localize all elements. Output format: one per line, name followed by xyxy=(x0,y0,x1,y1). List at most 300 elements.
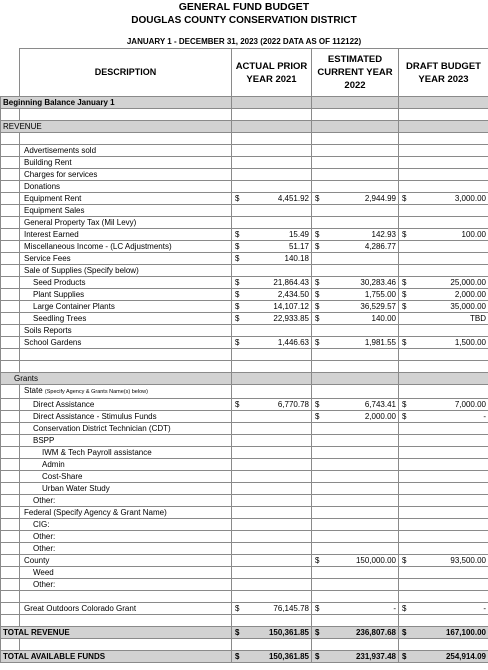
draft-budget-year-value xyxy=(399,265,488,277)
actual-prior-year-value xyxy=(232,313,312,325)
amount-value: 150,361.85 xyxy=(268,628,309,637)
actual-prior-year-value xyxy=(232,447,312,459)
line-item-name: Interest Earned xyxy=(24,230,79,239)
estimated-current-year-value xyxy=(312,459,399,471)
actual-prior-year-value xyxy=(232,229,312,241)
amount-value: 4,451.92 xyxy=(277,194,309,203)
line-item-row xyxy=(1,385,488,399)
estimated-current-year-value xyxy=(312,579,399,591)
estimated-current-year-value xyxy=(312,543,399,555)
line-item-label xyxy=(20,157,232,169)
line-item-name: IWM & Tech Payroll assistance xyxy=(42,448,152,457)
grants-heading-row xyxy=(1,373,488,385)
actual-prior-year-value xyxy=(232,495,312,507)
line-item-label xyxy=(20,471,232,483)
draft-budget-year-value xyxy=(399,193,488,205)
line-item-label xyxy=(20,337,232,349)
currency-symbol: $ xyxy=(315,194,320,203)
draft-budget-year-value xyxy=(399,157,488,169)
estimated-current-year-value xyxy=(312,217,399,229)
actual-prior-year-header: ACTUAL PRIOR YEAR 2021 xyxy=(232,49,312,97)
line-item-name: Other: xyxy=(33,532,56,541)
column-header-row xyxy=(1,49,488,97)
currency-symbol: $ xyxy=(315,290,320,299)
line-item-name: Donations xyxy=(24,182,61,191)
amount-value: - xyxy=(393,604,396,613)
line-item-label xyxy=(20,205,232,217)
total-revenue-row xyxy=(1,627,488,639)
estimated-current-year-value xyxy=(312,423,399,435)
draft-budget-year-value xyxy=(399,627,488,639)
line-item-name: General Property Tax (Mil Levy) xyxy=(24,218,137,227)
line-item-label xyxy=(20,603,232,615)
actual-prior-year-value xyxy=(232,579,312,591)
actual-prior-year-value xyxy=(232,423,312,435)
currency-symbol: $ xyxy=(402,652,407,661)
currency-symbol: $ xyxy=(315,604,320,613)
estimated-current-year-value xyxy=(312,411,399,423)
draft-budget-year-value xyxy=(399,313,488,325)
amount-value: 15.49 xyxy=(288,230,309,239)
amount-value: 150,361.85 xyxy=(268,652,309,661)
amount-value: 6,743.41 xyxy=(364,400,396,409)
budget-period: JANUARY 1 - DECEMBER 31, 2023 (2022 DATA AS OF 112122) xyxy=(126,37,362,46)
draft-budget-year-value xyxy=(399,651,488,663)
currency-symbol: $ xyxy=(235,278,240,287)
estimated-current-year-value xyxy=(312,385,399,399)
line-item-label xyxy=(20,289,232,301)
actual-prior-year-value xyxy=(232,241,312,253)
currency-symbol: $ xyxy=(315,556,320,565)
amount-value: 231,937.48 xyxy=(355,652,396,661)
draft-budget-year-value xyxy=(399,301,488,313)
currency-symbol: $ xyxy=(402,556,407,565)
line-item-label xyxy=(20,385,232,399)
line-item-label xyxy=(20,519,232,531)
line-item-row xyxy=(1,447,488,459)
actual-prior-year-value xyxy=(232,543,312,555)
line-item-name: Other: xyxy=(33,496,56,505)
estimated-current-year-value xyxy=(312,157,399,169)
line-item-name: Miscellaneous Income - (LC Adjustments) xyxy=(24,242,172,251)
currency-symbol: $ xyxy=(402,412,407,421)
amount-value: 7,000.00 xyxy=(454,400,486,409)
beginning-balance-row xyxy=(1,97,488,109)
draft-budget-year-value xyxy=(399,325,488,337)
line-item-name: Equipment Sales xyxy=(24,206,85,215)
estimated-current-year-value xyxy=(312,181,399,193)
line-item-name: Plant Supplies xyxy=(33,290,85,299)
draft-budget-year-value xyxy=(399,385,488,399)
line-item-label xyxy=(20,325,232,337)
estimated-current-year-value xyxy=(312,471,399,483)
line-item-label xyxy=(20,531,232,543)
estimated-current-year-value xyxy=(312,627,399,639)
amount-value: 93,500.00 xyxy=(450,556,486,565)
amount-value: 1,755.00 xyxy=(364,290,396,299)
line-item-row xyxy=(1,567,488,579)
total-available-funds-row xyxy=(1,651,488,663)
draft-budget-year-value xyxy=(399,411,488,423)
line-item-name: Direct Assistance - Stimulus Funds xyxy=(33,412,157,421)
amount-value: 150,000.00 xyxy=(355,556,396,565)
draft-budget-year-value xyxy=(399,579,488,591)
line-item-row xyxy=(1,411,488,423)
amount-value: 14,107.12 xyxy=(273,302,309,311)
amount-value: 22,933.85 xyxy=(273,314,309,323)
line-item-name: School Gardens xyxy=(24,338,82,347)
currency-symbol: $ xyxy=(402,400,407,409)
draft-budget-year-value xyxy=(399,169,488,181)
amount-value: 4,286.77 xyxy=(364,242,396,251)
line-item-name: County xyxy=(24,556,50,565)
line-item-name: Large Container Plants xyxy=(33,302,115,311)
line-item-label xyxy=(20,555,232,567)
estimated-current-year-value xyxy=(312,193,399,205)
actual-prior-year-value xyxy=(232,567,312,579)
amount-value: 36,529.57 xyxy=(360,302,396,311)
line-item-row xyxy=(1,301,488,313)
line-item-name: Other: xyxy=(33,580,56,589)
amount-value: - xyxy=(483,412,486,421)
actual-prior-year-value xyxy=(232,325,312,337)
line-item-name: Weed xyxy=(33,568,54,577)
line-item-label xyxy=(20,181,232,193)
line-item-row xyxy=(1,205,488,217)
draft-budget-year-value xyxy=(399,205,488,217)
line-item-label xyxy=(20,579,232,591)
line-item-label xyxy=(20,411,232,423)
total-revenue: TOTAL REVENUE xyxy=(1,627,232,639)
currency-symbol: $ xyxy=(402,230,407,239)
draft-budget-year-value xyxy=(399,519,488,531)
currency-symbol: $ xyxy=(402,194,407,203)
line-item-row xyxy=(1,277,488,289)
line-item-row xyxy=(1,459,488,471)
currency-symbol: $ xyxy=(235,628,240,637)
draft-budget-year-value xyxy=(399,181,488,193)
actual-prior-year-value xyxy=(232,337,312,349)
line-item-row xyxy=(1,603,488,615)
amount-value: 51.17 xyxy=(288,242,309,251)
line-item-row xyxy=(1,313,488,325)
draft-budget-year-value xyxy=(399,399,488,411)
total-available-funds: TOTAL AVAILABLE FUNDS xyxy=(1,651,232,663)
line-item-name: Building Rent xyxy=(24,158,72,167)
line-item-name: Direct Assistance xyxy=(33,400,95,409)
draft-budget-year-value xyxy=(399,217,488,229)
line-item-label xyxy=(20,193,232,205)
line-item-row xyxy=(1,217,488,229)
estimated-current-year-value xyxy=(312,567,399,579)
amount-value: 25,000.00 xyxy=(450,278,486,287)
currency-symbol: $ xyxy=(402,278,407,287)
line-item-row xyxy=(1,145,488,157)
line-item-label xyxy=(20,435,232,447)
draft-budget-year-value xyxy=(399,531,488,543)
line-item-row xyxy=(1,471,488,483)
estimated-current-year-value xyxy=(312,495,399,507)
beginning-balance: Beginning Balance January 1 xyxy=(1,97,232,109)
draft-budget-year-value xyxy=(399,483,488,495)
actual-prior-year-value xyxy=(232,205,312,217)
line-item-name: Sale of Supplies (Specify below) xyxy=(24,266,139,275)
line-item-row xyxy=(1,423,488,435)
estimated-current-year-value xyxy=(312,325,399,337)
line-item-name: Admin xyxy=(42,460,65,469)
currency-symbol: $ xyxy=(402,338,407,347)
actual-prior-year-value xyxy=(232,411,312,423)
line-item-name: Seed Products xyxy=(33,278,86,287)
amount-value: 1,500.00 xyxy=(454,338,486,347)
estimated-current-year-value xyxy=(312,277,399,289)
line-item-row xyxy=(1,241,488,253)
actual-prior-year-value xyxy=(232,385,312,399)
line-item-row xyxy=(1,555,488,567)
grants-heading: Grants xyxy=(1,373,232,385)
line-item-label xyxy=(20,423,232,435)
amount-value: 2,434.50 xyxy=(277,290,309,299)
currency-symbol: $ xyxy=(235,314,240,323)
blank-row xyxy=(1,615,488,627)
line-item-label xyxy=(20,145,232,157)
actual-prior-year-value xyxy=(232,555,312,567)
estimated-current-year-value xyxy=(312,229,399,241)
estimated-current-year-value xyxy=(312,555,399,567)
estimated-current-year-value xyxy=(312,145,399,157)
estimated-current-year-value xyxy=(312,169,399,181)
actual-prior-year-value xyxy=(232,531,312,543)
line-item-row xyxy=(1,253,488,265)
blank-row xyxy=(1,639,488,651)
draft-budget-year-value xyxy=(399,603,488,615)
actual-prior-year-value xyxy=(232,277,312,289)
actual-prior-year-value xyxy=(232,217,312,229)
blank-row xyxy=(1,109,488,121)
line-item-name: Soils Reports xyxy=(24,326,72,335)
estimated-current-year-value xyxy=(312,519,399,531)
line-item-label xyxy=(20,253,232,265)
currency-symbol: $ xyxy=(315,400,320,409)
currency-symbol: $ xyxy=(402,604,407,613)
draft-budget-year-value xyxy=(399,423,488,435)
draft-budget-year-value xyxy=(399,459,488,471)
amount-value: 3,000.00 xyxy=(454,194,486,203)
line-item-label xyxy=(20,447,232,459)
draft-budget-year-value xyxy=(399,277,488,289)
estimated-current-year-value xyxy=(312,97,399,109)
estimated-current-year-value xyxy=(312,483,399,495)
estimated-current-year-value xyxy=(312,447,399,459)
blank-row xyxy=(1,133,488,145)
actual-prior-year-value xyxy=(232,471,312,483)
estimated-current-year-value xyxy=(312,241,399,253)
line-item-label xyxy=(20,567,232,579)
currency-symbol: $ xyxy=(235,338,240,347)
line-item-label xyxy=(20,301,232,313)
amount-value: 2,000.00 xyxy=(364,412,396,421)
actual-prior-year-value xyxy=(232,301,312,313)
actual-prior-year-value xyxy=(232,181,312,193)
actual-prior-year-value xyxy=(232,399,312,411)
estimated-current-year-value xyxy=(312,289,399,301)
amount-value: 140.00 xyxy=(371,314,396,323)
currency-symbol: $ xyxy=(235,230,240,239)
amount-value: 142.93 xyxy=(371,230,396,239)
estimated-current-year-value xyxy=(312,651,399,663)
line-item-row xyxy=(1,169,488,181)
currency-symbol: $ xyxy=(315,302,320,311)
line-item-label xyxy=(20,265,232,277)
actual-prior-year-value xyxy=(232,265,312,277)
amount-value: 35,000.00 xyxy=(450,302,486,311)
currency-symbol: $ xyxy=(235,254,240,263)
actual-prior-year-value xyxy=(232,459,312,471)
line-item-name: Urban Water Study xyxy=(42,484,110,493)
actual-prior-year-value xyxy=(232,193,312,205)
line-item-row xyxy=(1,435,488,447)
draft-budget-year-value xyxy=(399,337,488,349)
line-item-row xyxy=(1,325,488,337)
line-item-row xyxy=(1,181,488,193)
line-item-name: State xyxy=(24,386,43,395)
line-item-name: Service Fees xyxy=(24,254,71,263)
revenue-heading-row xyxy=(1,121,488,133)
line-item-row xyxy=(1,519,488,531)
currency-symbol: $ xyxy=(315,628,320,637)
actual-prior-year-value xyxy=(232,253,312,265)
estimated-current-year-value xyxy=(312,603,399,615)
amount-value: 2,944.99 xyxy=(364,194,396,203)
budget-table xyxy=(0,48,488,663)
actual-prior-year-value xyxy=(232,651,312,663)
line-item-label xyxy=(20,217,232,229)
actual-prior-year-value xyxy=(232,97,312,109)
line-item-label xyxy=(20,313,232,325)
currency-symbol: $ xyxy=(315,412,320,421)
currency-symbol: $ xyxy=(235,194,240,203)
line-item-label xyxy=(20,277,232,289)
currency-symbol: $ xyxy=(235,290,240,299)
amount-value: 30,283.46 xyxy=(360,278,396,287)
blank-row xyxy=(1,361,488,373)
draft-budget-year-value xyxy=(399,471,488,483)
amount-value: 76,145.78 xyxy=(273,604,309,613)
estimated-current-year-value xyxy=(312,399,399,411)
currency-symbol: $ xyxy=(402,302,407,311)
draft-budget-year-value xyxy=(399,229,488,241)
amount-value: TBD xyxy=(470,314,486,323)
amount-value: 1,981.55 xyxy=(364,338,396,347)
draft-budget-year-value xyxy=(399,495,488,507)
draft-budget-year-value xyxy=(399,555,488,567)
currency-symbol: $ xyxy=(402,290,407,299)
estimated-current-year-header: ESTIMATED CURRENT YEAR 2022 xyxy=(312,49,399,97)
line-item-row xyxy=(1,193,488,205)
line-item-row xyxy=(1,543,488,555)
line-item-row xyxy=(1,531,488,543)
actual-prior-year-value xyxy=(232,627,312,639)
line-item-name: Conservation District Technician (CDT) xyxy=(33,424,171,433)
line-item-row xyxy=(1,495,488,507)
line-item-row xyxy=(1,229,488,241)
line-item-name: Equipment Rent xyxy=(24,194,82,203)
line-item-row xyxy=(1,337,488,349)
line-item-row xyxy=(1,157,488,169)
line-item-note: (Specify Agency & Grants Name(s) below) xyxy=(44,389,148,395)
line-item-name: CIG: xyxy=(33,520,50,529)
line-item-label xyxy=(20,169,232,181)
currency-symbol: $ xyxy=(235,652,240,661)
actual-prior-year-value xyxy=(232,145,312,157)
line-item-name: BSPP xyxy=(33,436,55,445)
line-item-row xyxy=(1,579,488,591)
amount-value: 140.18 xyxy=(284,254,309,263)
line-item-name: Federal (Specify Agency & Grant Name) xyxy=(24,508,167,517)
amount-value: 2,000.00 xyxy=(454,290,486,299)
line-item-label xyxy=(20,241,232,253)
amount-value: 167,100.00 xyxy=(445,628,486,637)
amount-value: 236,807.68 xyxy=(355,628,396,637)
line-item-name: Charges for services xyxy=(24,170,98,179)
currency-symbol: $ xyxy=(315,230,320,239)
line-item-row xyxy=(1,265,488,277)
draft-budget-year-value xyxy=(399,567,488,579)
currency-symbol: $ xyxy=(315,652,320,661)
amount-value: 1,446.63 xyxy=(277,338,309,347)
draft-budget-year-value xyxy=(399,145,488,157)
line-item-name: Advertisements sold xyxy=(24,146,97,155)
actual-prior-year-value xyxy=(232,157,312,169)
currency-symbol: $ xyxy=(235,302,240,311)
draft-budget-year-value xyxy=(399,97,488,109)
estimated-current-year-value xyxy=(312,337,399,349)
estimated-current-year-value xyxy=(312,313,399,325)
draft-budget-year-value xyxy=(399,543,488,555)
line-item-label xyxy=(20,507,232,519)
currency-symbol: $ xyxy=(315,314,320,323)
estimated-current-year-value xyxy=(312,253,399,265)
draft-budget-year-value xyxy=(399,447,488,459)
draft-budget-year-value xyxy=(399,241,488,253)
actual-prior-year-value xyxy=(232,507,312,519)
draft-budget-year-value xyxy=(399,289,488,301)
currency-symbol: $ xyxy=(315,338,320,347)
line-item-row xyxy=(1,399,488,411)
blank-row xyxy=(1,591,488,603)
line-item-row xyxy=(1,507,488,519)
estimated-current-year-value xyxy=(312,301,399,313)
actual-prior-year-value xyxy=(232,169,312,181)
draft-budget-year-value xyxy=(399,253,488,265)
amount-value: 21,864.43 xyxy=(273,278,309,287)
estimated-current-year-value xyxy=(312,435,399,447)
currency-symbol: $ xyxy=(235,400,240,409)
draft-budget-year-value xyxy=(399,507,488,519)
actual-prior-year-value xyxy=(232,603,312,615)
actual-prior-year-value xyxy=(232,435,312,447)
amount-value: 254,914.09 xyxy=(445,652,486,661)
estimated-current-year-value xyxy=(312,265,399,277)
estimated-current-year-value xyxy=(312,205,399,217)
line-item-label xyxy=(20,459,232,471)
currency-symbol: $ xyxy=(315,242,320,251)
currency-symbol: $ xyxy=(315,278,320,287)
line-item-row xyxy=(1,483,488,495)
line-item-label xyxy=(20,543,232,555)
line-item-label xyxy=(20,229,232,241)
line-item-label xyxy=(20,495,232,507)
